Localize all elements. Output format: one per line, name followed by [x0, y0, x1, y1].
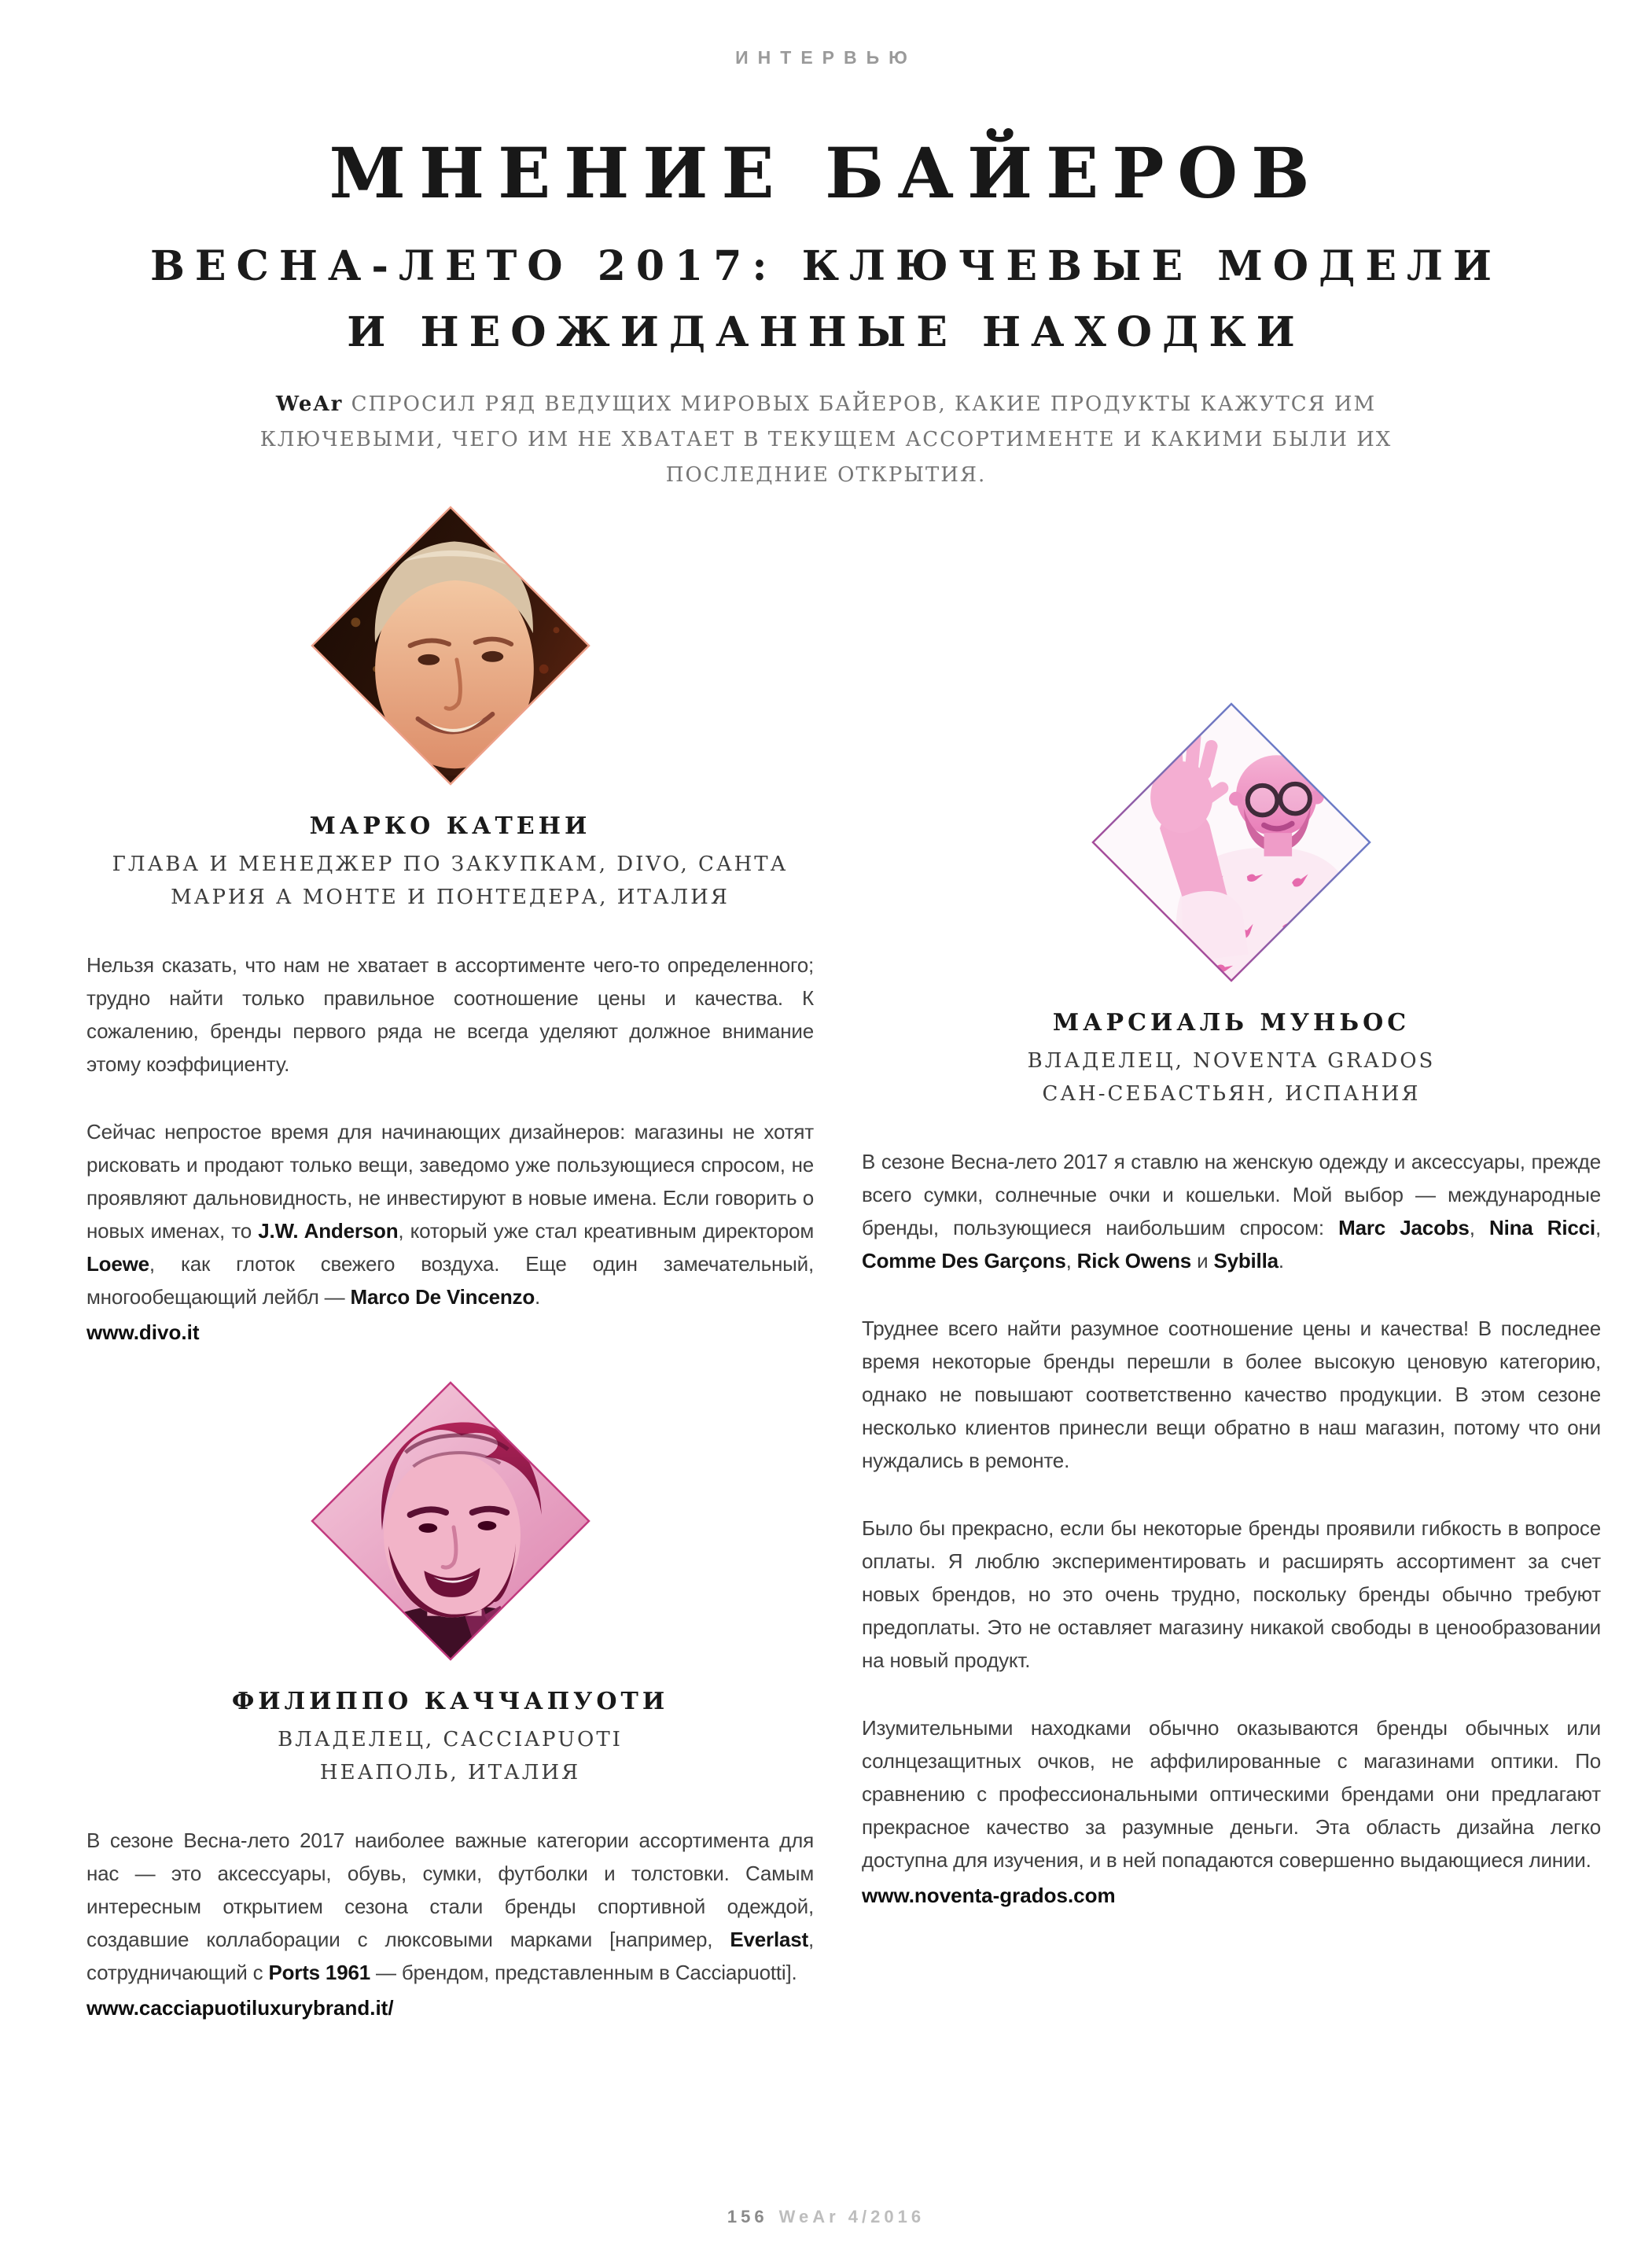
issue-label: WeAr 4/2016 [778, 2207, 925, 2226]
column-right [862, 702, 1601, 1908]
body-paragraph: В сезоне Весна-лето 2017 наиболее важные категории ассортимента для нас — это аксессуары, обувь, сумки, футболки и толстовки. Самым интересным открытием сезона стали бренды спортивной одеждой, создавшие коллаборации с люксовыми марками [например, Everlast, сотрудничающий с Ports 1961 — брендом, представленным в Cacciapuotti]. [86, 1829, 814, 1984]
buyer-role-marco [86, 848, 814, 914]
website-link-noventa-grados[interactable]: www.noventa-grados.com [862, 1884, 1116, 1907]
diamond-photo-pink [1091, 702, 1371, 982]
body-paragraph: В сезоне Весна-лето 2017 я ставлю на женскую одежду и аксессуары, прежде всего сумки, солнечные очки и кошельки. Мой выбор — международные бренды, пользующиеся наибольшим спросом: Marc Jacobs, Nina Ricci, Comme Des Garçons, Rick Owens и Sybilla. [862, 1150, 1601, 1272]
page-subtitle-line2: И НЕОЖИДАННЫЕ НАХОДКИ [347, 308, 1305, 356]
intro-paragraph [229, 387, 1424, 493]
role-line: ВЛАДЕЛЕЦ, NOVENTA GRADOS [1027, 1049, 1436, 1073]
portrait-photo-filippo-cacciapuoti [311, 1381, 591, 1661]
buyer-name-marcial: МАРСИАЛЬ МУНЬОС [1052, 1009, 1411, 1037]
portrait-photo-marco-cateni [311, 506, 591, 786]
body-paragraph: Сейчас непростое время для начинающих дизайнеров: магазины не хотят рисковать и продают только вещи, заведомо уже пользующиеся спросом, не проявляют дальновидность, не инвестируют в новые имена. Если говорить о новых именах, то J.W. Anderson, который уже стал креативным директором Loewe, как глоток свежего воздуха. Еще один замечательный, многообещающий лейбл — Marco De Vincenzo. [86, 1120, 814, 1309]
section-kicker: ИНТЕРВЬЮ [735, 47, 917, 68]
diamond-photo-sepia [311, 506, 591, 786]
body-paragraph: Труднее всего найти разумное соотношение цены и качества! В последнее время некоторые бренды перешли в более высокую ценовую категорию, однако не повышают соответственно качество продукции. В этом сезоне несколько клиентов принесли вещи обратно в наш магазин, потому что они нуждались в ремонте. [862, 1317, 1601, 1472]
website-link-cacciapuoti[interactable]: www.cacciapuotiluxurybrand.it/ [86, 1996, 394, 2020]
body-paragraph: Было бы прекрасно, если бы некоторые бренды проявили гибкость в вопросе оплаты. Я люблю экспериментировать и расширять ассортимент за счет новых брендов, но это очень трудно, поскольку бренды обычно требуют предоплаты. Это не оставляет магазину никакой свободы в ценообразовании на новый продукт. [862, 1516, 1601, 1672]
intro-text: СПРОСИЛ РЯД ВЕДУЩИХ МИРОВЫХ БАЙЕРОВ, КАКИЕ ПРОДУКТЫ КАЖУТСЯ ИМ КЛЮЧЕВЫМИ, ЧЕГО ИМ НЕ ХВАТАЕТ В ТЕКУЩЕМ АССОРТИМЕНТЕ И КАКИМИ БЫЛИ ИХ ПОСЛЕДНИЕ ОТКРЫТИЯ. [259, 392, 1393, 487]
magazine-brand: WeAr [275, 392, 344, 416]
buyer-name-filippo: ФИЛИППО КАЧЧАПУОТИ [231, 1688, 669, 1715]
buyer-role-marcial [862, 1044, 1601, 1110]
body-paragraph: Изумительными находками обычно оказываются бренды обычных или солнцезащитных очков, не аффилированные с магазинами оптики. По сравнению с профессиональными оптическими брендами они предлагают прекрасное качество за разумные деньги. Эта область дизайна легко доступна для изучения, и в ней попадаются совершенно выдающиеся линии. [862, 1716, 1601, 1872]
page-subtitle-line1: ВЕСНА-ЛЕТО 2017: КЛЮЧЕВЫЕ МОДЕЛИ [149, 242, 1503, 290]
page-title: МНЕНИЕ БАЙЕРОВ [329, 132, 1323, 214]
role-line: НЕАПОЛЬ, ИТАЛИЯ [319, 1761, 581, 1784]
portrait-photo-marcial-munoz [1091, 702, 1371, 982]
diamond-photo-magenta [311, 1381, 591, 1661]
body-paragraph: Нельзя сказать, что нам не хватает в ассортименте чего-то определенного; трудно найти только правильное соотношение цены и качества. К сожалению, бренды первого ряда не всегда уделяют должное внимание этому коэффициенту. [86, 953, 814, 1076]
role-line: ВЛАДЕЛЕЦ, CACCIAPUOTI [278, 1728, 623, 1751]
role-line: ГЛАВА И МЕНЕДЖЕР ПО ЗАКУПКАМ, DIVO, САНТА [112, 853, 789, 876]
column-left [86, 506, 814, 2020]
page-footer [0, 2207, 1652, 2227]
buyer-name-marco: МАРКО КАТЕНИ [309, 812, 591, 840]
buyer-role-filippo [86, 1723, 814, 1789]
page-number: 156 [727, 2207, 768, 2226]
website-link-divo[interactable]: www.divo.it [86, 1320, 200, 1344]
role-line: МАРИЯ А МОНТЕ И ПОНТЕДЕРА, ИТАЛИЯ [171, 886, 730, 909]
role-line: САН-СЕБАСТЬЯН, ИСПАНИЯ [1042, 1082, 1421, 1106]
